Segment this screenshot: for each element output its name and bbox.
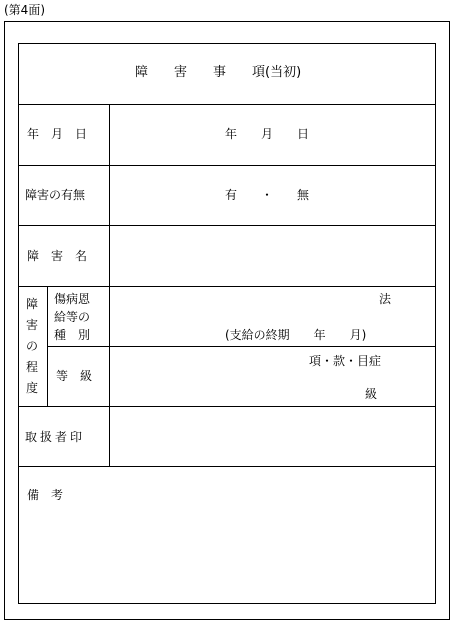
- degree-group-char-4: 程: [26, 360, 39, 374]
- grade-label: 等 級: [56, 369, 93, 383]
- divider-title: [19, 104, 435, 105]
- divider-benefit-type: [47, 346, 435, 347]
- disability-form-table: [18, 43, 436, 604]
- divider-presence: [19, 225, 435, 226]
- law-suffix: 法: [379, 292, 392, 306]
- disability-name-label: 障 害 名: [27, 249, 88, 263]
- benefit-type-label-line-3: 種 別: [54, 328, 91, 342]
- degree-group-char-3: の: [26, 339, 39, 353]
- page-label: (第4面): [4, 3, 45, 17]
- label-column-divider: [109, 104, 110, 466]
- handler-seal-label: 取扱者印: [25, 430, 86, 444]
- grade-suffix: 級: [365, 387, 378, 401]
- divider-date: [19, 165, 435, 166]
- degree-group-char-1: 障: [26, 297, 39, 311]
- divider-degree: [19, 406, 435, 407]
- form-title: 障 害 事 項(当初): [135, 65, 302, 80]
- remarks-label: 備 考: [27, 488, 64, 502]
- date-value: 年 月 日: [225, 127, 310, 141]
- benefit-type-label-line-2: 給等の: [54, 310, 91, 324]
- date-label: 年 月 日: [27, 127, 88, 141]
- benefit-type-label-line-1: 傷病恩: [54, 292, 91, 306]
- presence-label: 障害の有無: [25, 188, 86, 202]
- divider-handler-seal: [19, 466, 435, 467]
- grade-clause-line: 項・款・目症: [309, 354, 382, 368]
- degree-group-char-2: 害: [26, 318, 39, 332]
- divider-name: [19, 286, 435, 287]
- end-period: (支給の終期 年 月): [225, 328, 367, 342]
- degree-group-divider: [47, 286, 48, 406]
- presence-value: 有 ・ 無: [225, 188, 310, 202]
- degree-group-char-5: 度: [26, 381, 39, 395]
